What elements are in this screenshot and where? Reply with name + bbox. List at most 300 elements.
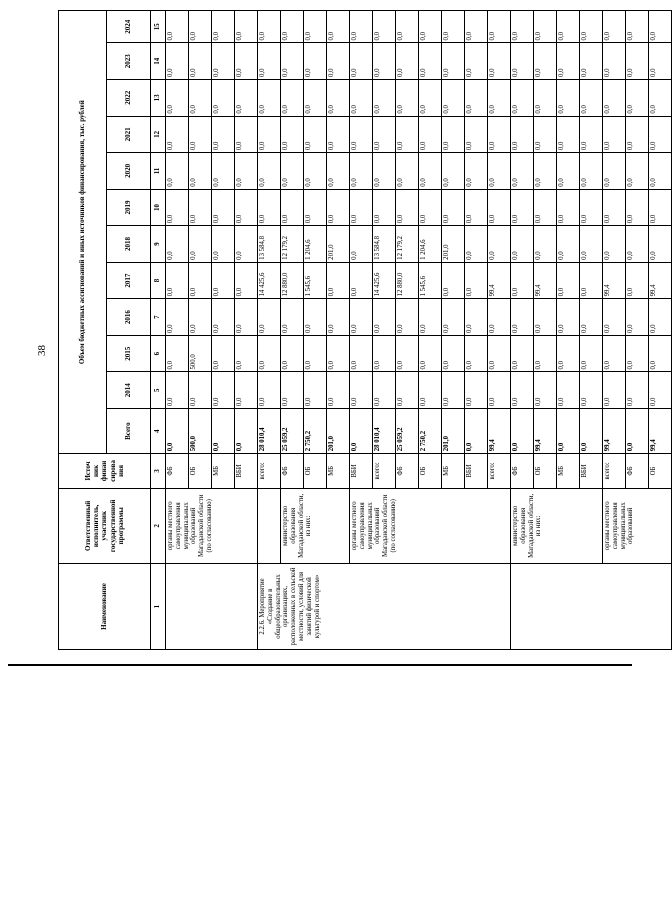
year-value: 0,0 [235, 262, 258, 299]
year-value: 0,0 [281, 11, 304, 43]
year-value: 0,0 [281, 335, 304, 372]
year-value: 0,0 [304, 335, 327, 372]
column-number: 12 [151, 116, 166, 153]
year-value: 99,4 [488, 262, 511, 299]
year-value: 0,0 [442, 372, 465, 409]
year-value: 0,0 [189, 116, 212, 153]
year-value: 0,0 [212, 11, 235, 43]
year-value: 0,0 [212, 43, 235, 80]
year-value: 0,0 [557, 153, 580, 190]
header-year: 2023 [107, 43, 151, 80]
year-value: 0,0 [327, 189, 350, 226]
funding-source: МБ [212, 454, 235, 488]
funding-source: всего: [488, 454, 511, 488]
year-value: 0,0 [442, 299, 465, 336]
year-value: 0,0 [304, 372, 327, 409]
year-value: 0,0 [281, 80, 304, 117]
year-value: 0,0 [488, 116, 511, 153]
column-number: 5 [151, 372, 166, 409]
column-number-row [151, 11, 166, 650]
year-value: 0,0 [557, 43, 580, 80]
total-value: 0,0 [166, 409, 189, 454]
year-value: 0,0 [235, 189, 258, 226]
header-year: 2019 [107, 189, 151, 226]
year-value: 0,0 [580, 262, 603, 299]
year-value: 0,0 [557, 116, 580, 153]
year-value: 0,0 [649, 153, 672, 190]
funding-source: ОБ [419, 454, 442, 488]
year-value: 0,0 [557, 335, 580, 372]
year-value: 0,0 [603, 372, 626, 409]
year-value: 0,0 [166, 226, 189, 263]
funding-source: ОБ [649, 454, 672, 488]
year-value: 0,0 [511, 299, 534, 336]
year-value: 0,0 [626, 226, 649, 263]
table-row [603, 11, 626, 650]
year-value: 0,0 [373, 335, 396, 372]
year-value: 0,0 [557, 11, 580, 43]
year-value: 0,0 [649, 189, 672, 226]
year-value: 0,0 [465, 189, 488, 226]
funding-source: ВБИ [235, 454, 258, 488]
year-value: 0,0 [327, 80, 350, 117]
year-value: 201,0 [442, 226, 465, 263]
year-value: 0,0 [304, 80, 327, 117]
funding-source: МБ [442, 454, 465, 488]
year-value: 0,0 [396, 43, 419, 80]
year-value: 0,0 [258, 43, 281, 80]
funding-source: ФБ [281, 454, 304, 488]
year-value: 0,0 [304, 189, 327, 226]
year-value: 0,0 [212, 226, 235, 263]
year-value: 0,0 [396, 153, 419, 190]
year-value: 0,0 [534, 226, 557, 263]
funding-source: всего: [603, 454, 626, 488]
column-number: 2 [151, 488, 166, 563]
column-number: 6 [151, 335, 166, 372]
year-value: 0,0 [511, 153, 534, 190]
year-value: 0,0 [626, 80, 649, 117]
year-value: 0,0 [465, 11, 488, 43]
year-value: 0,0 [235, 299, 258, 336]
year-value: 0,0 [350, 372, 373, 409]
year-value: 0,0 [258, 153, 281, 190]
year-value: 0,0 [511, 116, 534, 153]
year-value: 0,0 [580, 116, 603, 153]
year-value: 0,0 [235, 11, 258, 43]
year-value: 0,0 [419, 189, 442, 226]
year-value: 0,0 [350, 335, 373, 372]
year-value: 0,0 [212, 80, 235, 117]
year-value: 0,0 [626, 116, 649, 153]
total-value: 0,0 [557, 409, 580, 454]
column-number: 13 [151, 80, 166, 117]
year-value: 0,0 [465, 116, 488, 153]
year-value: 0,0 [649, 372, 672, 409]
year-value: 0,0 [511, 11, 534, 43]
year-value: 0,0 [166, 299, 189, 336]
year-value: 0,0 [442, 262, 465, 299]
year-value: 0,0 [189, 299, 212, 336]
year-value: 0,0 [580, 153, 603, 190]
year-value: 0,0 [396, 11, 419, 43]
year-value: 0,0 [534, 153, 557, 190]
year-value: 0,0 [327, 335, 350, 372]
header-year: 2021 [107, 116, 151, 153]
year-value: 0,0 [649, 226, 672, 263]
column-number: 1 [151, 563, 166, 649]
year-value: 0,0 [189, 262, 212, 299]
funding-source: ФБ [626, 454, 649, 488]
program-item-name-continued [511, 563, 672, 649]
year-value: 0,0 [281, 372, 304, 409]
funding-source: МБ [327, 454, 350, 488]
year-value: 13 584,8 [373, 226, 396, 263]
year-value: 0,0 [235, 153, 258, 190]
year-value: 0,0 [626, 299, 649, 336]
page-divider [8, 664, 632, 666]
year-value: 0,0 [373, 299, 396, 336]
table-row [511, 11, 534, 650]
year-value: 1 204,6 [419, 226, 442, 263]
year-value: 0,0 [212, 153, 235, 190]
year-value: 0,0 [419, 11, 442, 43]
year-value: 0,0 [166, 262, 189, 299]
year-value: 0,0 [511, 372, 534, 409]
year-value: 0,0 [488, 335, 511, 372]
year-value: 0,0 [350, 80, 373, 117]
table-body [166, 11, 672, 650]
header-executor: Ответственный исполнитель, участник государственной программы [59, 488, 151, 563]
year-value: 0,0 [396, 80, 419, 117]
total-value: 2 750,2 [419, 409, 442, 454]
year-value: 0,0 [350, 189, 373, 226]
budget-table [58, 10, 672, 650]
year-value: 0,0 [373, 11, 396, 43]
header-source: Источ ник финан сирова ния [59, 454, 151, 488]
column-number: 7 [151, 299, 166, 336]
total-value: 201,0 [327, 409, 350, 454]
column-number: 10 [151, 189, 166, 226]
year-value: 0,0 [212, 372, 235, 409]
year-value: 12 880,0 [281, 262, 304, 299]
year-value: 0,0 [442, 153, 465, 190]
total-value: 0,0 [235, 409, 258, 454]
year-value: 0,0 [419, 372, 442, 409]
year-value: 0,0 [373, 43, 396, 80]
year-value: 0,0 [235, 335, 258, 372]
total-value: 2 750,2 [304, 409, 327, 454]
year-value: 0,0 [465, 335, 488, 372]
year-value: 0,0 [511, 43, 534, 80]
year-value: 0,0 [511, 189, 534, 226]
year-value: 0,0 [442, 11, 465, 43]
total-value: 99,4 [534, 409, 557, 454]
header-year: 2024 [107, 11, 151, 43]
year-value: 0,0 [626, 372, 649, 409]
funding-source: ФБ [166, 454, 189, 488]
year-value: 500,0 [189, 335, 212, 372]
column-number: 14 [151, 43, 166, 80]
year-value: 0,0 [465, 80, 488, 117]
year-value: 0,0 [281, 153, 304, 190]
year-value: 0,0 [350, 226, 373, 263]
total-value: 0,0 [626, 409, 649, 454]
header-year: 2022 [107, 80, 151, 117]
header-year: 2020 [107, 153, 151, 190]
year-value: 0,0 [350, 262, 373, 299]
year-value: 0,0 [396, 299, 419, 336]
year-value: 0,0 [603, 116, 626, 153]
year-value: 0,0 [488, 80, 511, 117]
year-value: 0,0 [603, 299, 626, 336]
year-value: 0,0 [465, 153, 488, 190]
year-value: 0,0 [580, 189, 603, 226]
year-value: 0,0 [534, 189, 557, 226]
year-value: 0,0 [189, 80, 212, 117]
table-row [166, 11, 189, 650]
year-value: 0,0 [166, 11, 189, 43]
year-value: 0,0 [235, 116, 258, 153]
year-value: 0,0 [511, 262, 534, 299]
year-value: 0,0 [626, 153, 649, 190]
year-value: 201,0 [327, 226, 350, 263]
year-value: 0,0 [626, 11, 649, 43]
year-value: 0,0 [350, 116, 373, 153]
year-value: 0,0 [442, 335, 465, 372]
year-value: 0,0 [327, 116, 350, 153]
total-value: 28 010,4 [258, 409, 281, 454]
page-number: 38 [36, 345, 48, 356]
year-value: 0,0 [511, 226, 534, 263]
year-value: 0,0 [281, 43, 304, 80]
total-value: 25 059,2 [396, 409, 419, 454]
year-value: 0,0 [350, 11, 373, 43]
year-value: 0,0 [235, 372, 258, 409]
year-value: 0,0 [465, 43, 488, 80]
year-value: 0,0 [327, 11, 350, 43]
header-row-1 [59, 11, 107, 650]
total-value: 28 010,4 [373, 409, 396, 454]
year-value: 0,0 [396, 372, 419, 409]
executor-cell: министерство образования Магаданской области, из них: [511, 488, 603, 563]
year-value: 0,0 [488, 11, 511, 43]
year-value: 0,0 [258, 116, 281, 153]
year-value: 0,0 [488, 299, 511, 336]
year-value: 0,0 [603, 80, 626, 117]
year-value: 0,0 [258, 189, 281, 226]
rotated-table-frame [58, 10, 657, 650]
year-value: 0,0 [442, 43, 465, 80]
column-number: 3 [151, 454, 166, 488]
year-value: 0,0 [373, 153, 396, 190]
year-value: 0,0 [626, 262, 649, 299]
header-volume: Объем бюджетных ассигнований и иных источников финансирования, тыс. рублей [59, 11, 107, 454]
header-name: Наименование [59, 563, 151, 649]
year-value: 0,0 [327, 372, 350, 409]
year-value: 0,0 [304, 299, 327, 336]
year-value: 0,0 [580, 11, 603, 43]
year-value: 0,0 [396, 189, 419, 226]
year-value: 0,0 [534, 335, 557, 372]
year-value: 0,0 [534, 372, 557, 409]
year-value: 0,0 [212, 262, 235, 299]
year-value: 0,0 [465, 372, 488, 409]
header-year: 2016 [107, 299, 151, 336]
total-value: 25 059,2 [281, 409, 304, 454]
column-number: 15 [151, 11, 166, 43]
funding-source: ОБ [534, 454, 557, 488]
year-value: 0,0 [580, 335, 603, 372]
year-value: 0,0 [557, 299, 580, 336]
year-value: 0,0 [304, 11, 327, 43]
year-value: 0,0 [580, 226, 603, 263]
year-value: 0,0 [189, 372, 212, 409]
total-value: 99,4 [603, 409, 626, 454]
year-value: 0,0 [557, 372, 580, 409]
year-value: 0,0 [304, 153, 327, 190]
year-value: 0,0 [419, 335, 442, 372]
year-value: 0,0 [327, 262, 350, 299]
year-value: 99,4 [534, 262, 557, 299]
year-value: 0,0 [258, 372, 281, 409]
year-value: 0,0 [212, 335, 235, 372]
program-item-name-continued [166, 563, 258, 649]
year-value: 0,0 [350, 43, 373, 80]
year-value: 0,0 [396, 335, 419, 372]
year-value: 0,0 [235, 43, 258, 80]
year-value: 12 179,2 [281, 226, 304, 263]
year-value: 0,0 [603, 43, 626, 80]
year-value: 0,0 [166, 189, 189, 226]
table-row [258, 11, 281, 650]
year-value: 0,0 [373, 189, 396, 226]
total-value: 0,0 [212, 409, 235, 454]
header-year: 2015 [107, 335, 151, 372]
year-value: 0,0 [419, 153, 442, 190]
year-value: 0,0 [304, 116, 327, 153]
total-value: 0,0 [350, 409, 373, 454]
year-value: 0,0 [327, 153, 350, 190]
year-value: 0,0 [166, 335, 189, 372]
year-value: 0,0 [626, 43, 649, 80]
year-value: 0,0 [557, 80, 580, 117]
year-value: 0,0 [396, 116, 419, 153]
executor-cell [258, 488, 281, 563]
year-value: 0,0 [534, 11, 557, 43]
year-value: 0,0 [626, 189, 649, 226]
year-value: 0,0 [235, 80, 258, 117]
year-value: 0,0 [212, 116, 235, 153]
year-value: 1 545,6 [419, 262, 442, 299]
year-value: 0,0 [419, 299, 442, 336]
year-value: 0,0 [603, 189, 626, 226]
year-value: 0,0 [166, 43, 189, 80]
year-value: 0,0 [281, 116, 304, 153]
total-value: 201,0 [442, 409, 465, 454]
funding-source: ФБ [511, 454, 534, 488]
program-item-name: 2.2.6. Мероприятие «Создание в общеобразовательных организациях, расположенных в сельской местности, условий для занятий физической культурой и спортом» [258, 563, 511, 649]
year-value: 12 179,2 [396, 226, 419, 263]
year-value: 0,0 [258, 80, 281, 117]
year-value: 0,0 [534, 299, 557, 336]
funding-source: ВБИ [350, 454, 373, 488]
year-value: 0,0 [212, 189, 235, 226]
year-value: 0,0 [534, 43, 557, 80]
column-number: 9 [151, 226, 166, 263]
year-value: 0,0 [442, 80, 465, 117]
year-value: 0,0 [327, 299, 350, 336]
year-value: 0,0 [603, 226, 626, 263]
funding-source: ФБ [396, 454, 419, 488]
year-value: 0,0 [281, 189, 304, 226]
year-value: 0,0 [189, 189, 212, 226]
year-value: 0,0 [166, 80, 189, 117]
year-value: 0,0 [235, 226, 258, 263]
year-value: 0,0 [603, 335, 626, 372]
year-value: 0,0 [649, 80, 672, 117]
year-value: 0,0 [189, 11, 212, 43]
year-value: 0,0 [580, 372, 603, 409]
year-value: 0,0 [511, 335, 534, 372]
year-value: 0,0 [557, 262, 580, 299]
year-value: 0,0 [350, 299, 373, 336]
year-value: 0,0 [212, 299, 235, 336]
year-value: 0,0 [189, 43, 212, 80]
header-total: Всего [107, 409, 151, 454]
funding-source: всего: [373, 454, 396, 488]
year-value: 0,0 [488, 189, 511, 226]
table-row [350, 11, 373, 650]
year-value: 0,0 [189, 226, 212, 263]
year-value: 0,0 [488, 43, 511, 80]
column-number: 11 [151, 153, 166, 190]
year-value: 0,0 [649, 43, 672, 80]
total-value: 0,0 [511, 409, 534, 454]
year-value: 0,0 [557, 226, 580, 263]
funding-source: ВБИ [465, 454, 488, 488]
header-year: 2017 [107, 262, 151, 299]
year-value: 0,0 [557, 189, 580, 226]
year-value: 0,0 [580, 299, 603, 336]
year-value: 14 425,6 [258, 262, 281, 299]
funding-source: ВБИ [580, 454, 603, 488]
year-value: 0,0 [465, 262, 488, 299]
table-row [281, 11, 304, 650]
header-year: 2018 [107, 226, 151, 263]
executor-cell: органы местного самоуправления муниципальных образований Магаданской области (по согласованию) [166, 488, 258, 563]
year-value: 0,0 [373, 116, 396, 153]
column-number: 8 [151, 262, 166, 299]
year-value: 12 880,0 [396, 262, 419, 299]
year-value: 0,0 [166, 372, 189, 409]
year-value: 0,0 [626, 335, 649, 372]
year-value: 0,0 [580, 43, 603, 80]
year-value: 0,0 [603, 153, 626, 190]
year-value: 0,0 [373, 372, 396, 409]
executor-cell: органы местного самоуправления муниципальных образований [603, 488, 672, 563]
year-value: 0,0 [304, 43, 327, 80]
column-number: 4 [151, 409, 166, 454]
year-value: 0,0 [258, 335, 281, 372]
year-value: 13 584,8 [258, 226, 281, 263]
executor-cell: органы местного самоуправления муниципальных образований Магаданской области (по согласованию) [350, 488, 511, 563]
year-value: 0,0 [488, 372, 511, 409]
year-value: 1 204,6 [304, 226, 327, 263]
year-value: 0,0 [350, 153, 373, 190]
year-value: 0,0 [189, 153, 212, 190]
year-value: 0,0 [603, 11, 626, 43]
